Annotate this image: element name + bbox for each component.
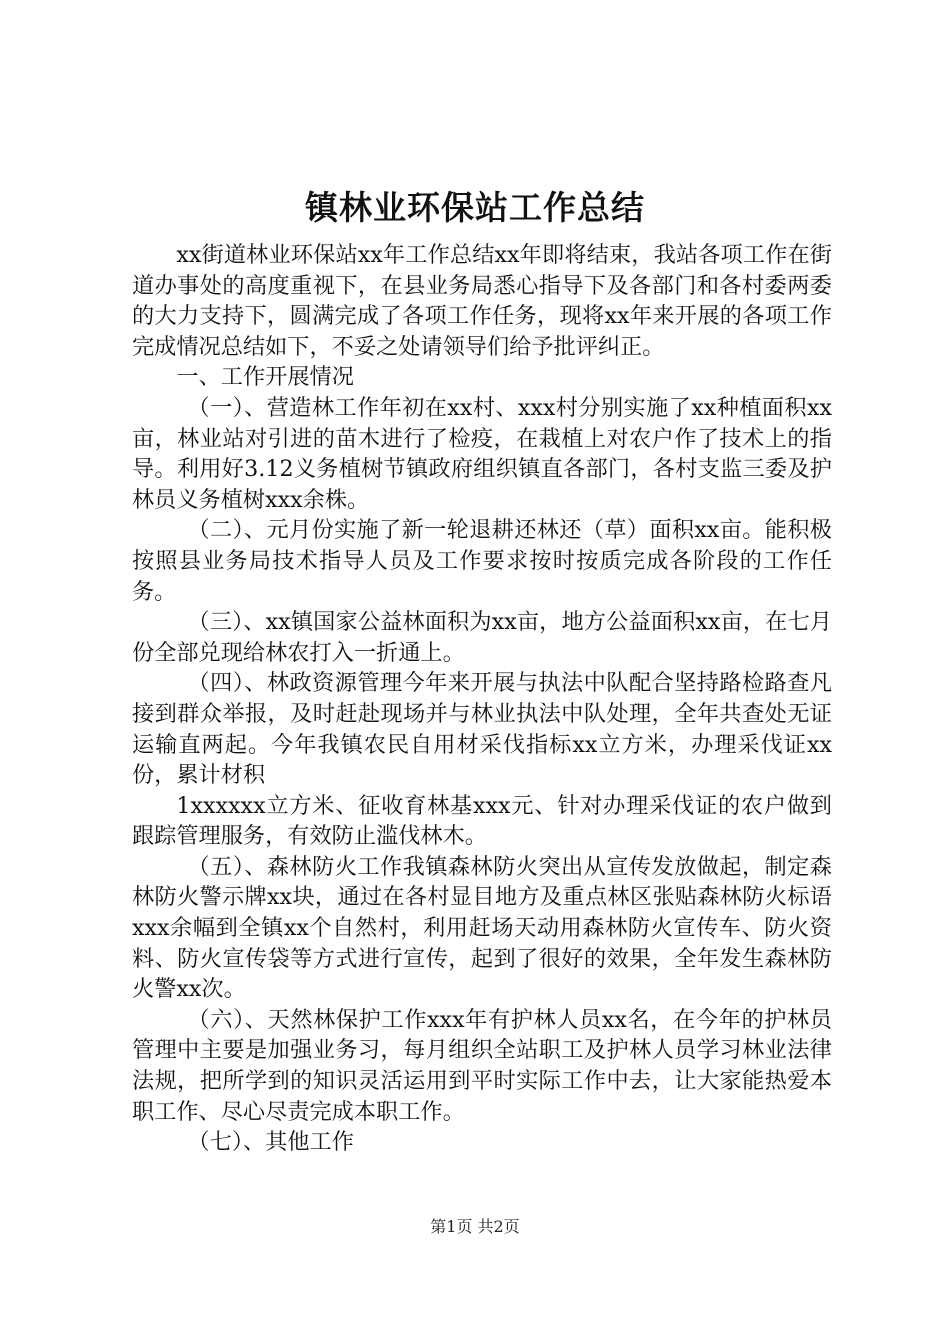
document-title: 镇林业环保站工作总结	[305, 188, 645, 227]
paragraph-item-7: （七）、其他工作	[187, 1129, 354, 1156]
paragraph-item-6: （六）、天然林保护工作xxx年有护林人员xx名，在今年的护林员管理中主要是加强业务习，每月组织全站职工及护林人员学习林业法律法规，把所学到的知识灵活运用到平时实际工作中去，让大家能热爱本职工作、尽心尽责完成本职工作。	[132, 1006, 832, 1125]
paragraph-item-5: （五）、森林防火工作我镇森林防火突出从宣传发放做起，制定森林防火警示牌xx块，通过在各村显目地方及重点林区张贴森林防火标语xxx余幅到全镇xx个自然村，利用赶场天动用森林防火宣传车、防火资料、防火宣传袋等方式进行宣传，起到了很好的效果，全年发生森林防火警xx次。	[132, 853, 832, 1003]
document-body	[132, 240, 832, 1158]
paragraph-item-1: （一）、营造林工作年初在xx村、xxx村分别实施了xx种植面积xx亩，林业站对引进的苗木进行了检疫，在栽植上对农户作了技术上的指导。利用好3.12义务植树节镇政府组织镇直各部门，各村支监三委及护林员义务植树xxx余株。	[132, 394, 832, 513]
paragraph-item-4-continued: 1xxxxxx立方米、征收育林基xxx元、针对办理采伐证的农户做到跟踪管理服务，有效防止滥伐林木。	[132, 792, 832, 850]
paragraph-item-4: （四）、林政资源管理今年来开展与执法中队配合坚持路检路查凡接到群众举报，及时赶赴现场并与林业执法中队处理，全年共查处无证运输直两起。今年我镇农民自用材采伐指标xx立方米，办理采伐证xx份，累计材积	[132, 670, 832, 789]
paragraph-item-3: （三）、xx镇国家公益林面积为xx亩，地方公益面积xx亩，在七月份全部兑现给林农打入一折通上。	[132, 609, 832, 666]
paragraph-intro: xx街道林业环保站xx年工作总结xx年即将结束，我站各项工作在街道办事处的高度重视下，在县业务局悉心指导下及各部门和各村委两委的大力支持下，圆满完成了各项工作任务，现将xx年来开展的各项工作完成情况总结如下，不妥之处请领导们给予批评纠正。	[132, 242, 832, 360]
page-footer: 第1页 共2页	[430, 1217, 520, 1236]
section-heading: 一、工作开展情况	[176, 364, 354, 391]
paragraph-item-2: （二）、元月份实施了新一轮退耕还林还（草）面积xx亩。能积极按照县业务局技术指导人员及工作要求按时按质完成各阶段的工作任务。	[132, 517, 832, 605]
